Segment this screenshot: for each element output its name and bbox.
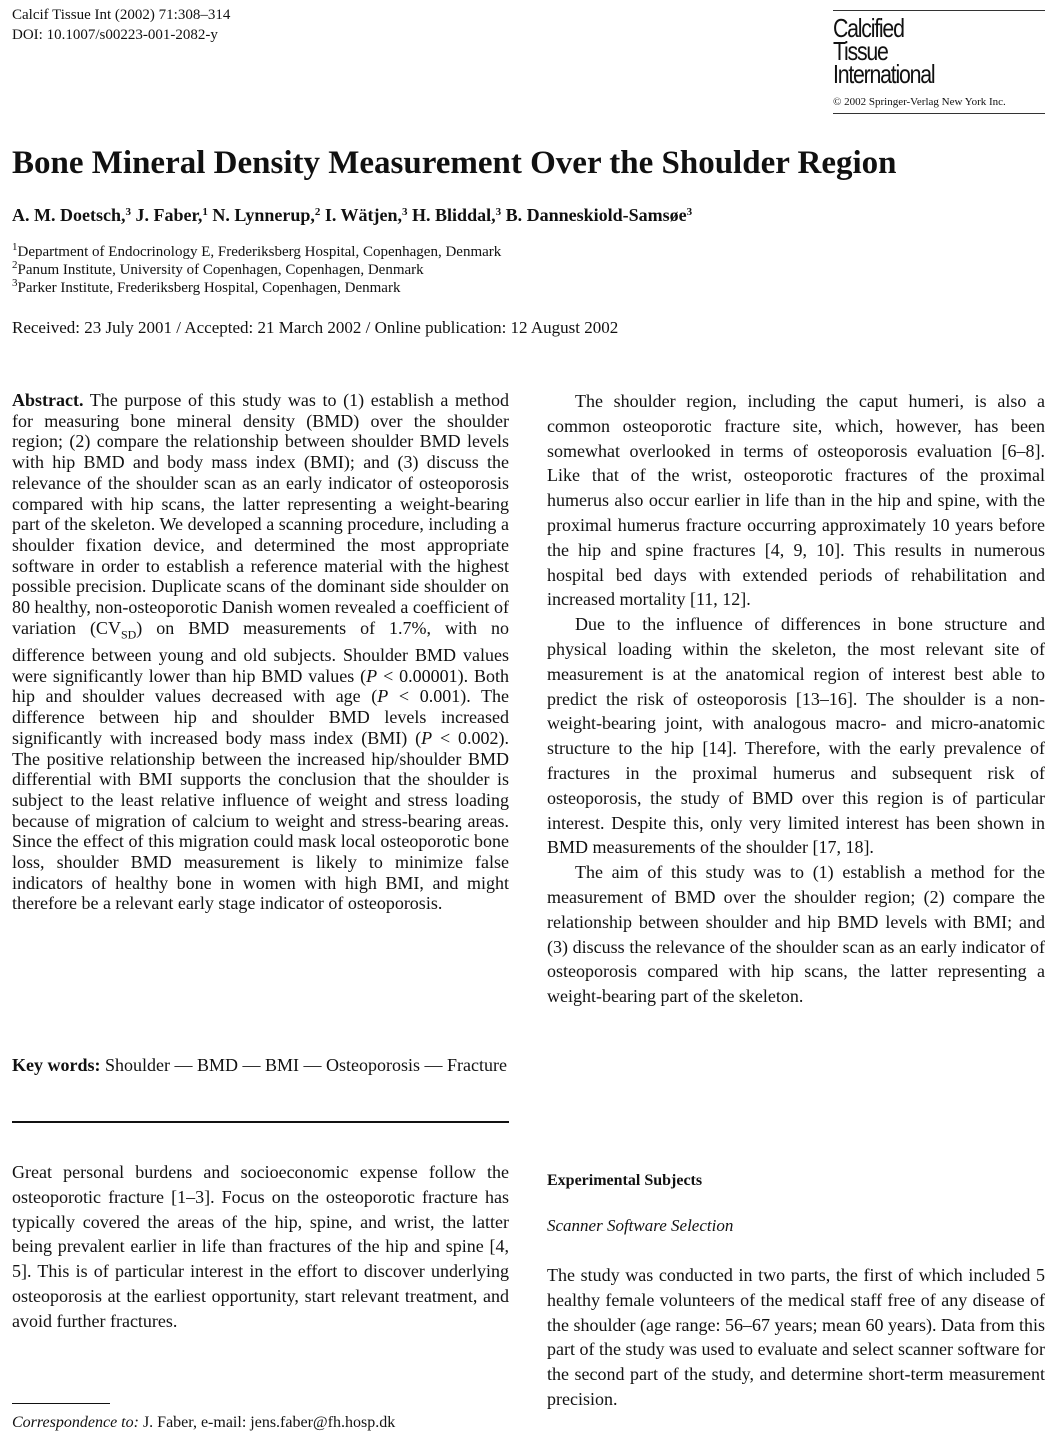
author: J. Faber,	[135, 205, 203, 225]
affiliation	[12, 279, 501, 297]
body-paragraph: Due to the influence of differences in bone structure and physical loading within the skeleton, the most relevant site of measurement is at the anatomical region of interest best able to predict the risk of osteoporosis [13–16]. The shoulder is a non-weight-bearing joint, with analogous macro- and micro-anatomic structure to the hip [14]. Therefore, with the early prevalence of fractures in the proximal humerus and subsequent risk of osteoporosis, the study of BMD over this region is of particular interest. Despite this, only very limited interest has been shown in BMD measurements of the shoulder [17, 18].	[547, 614, 1045, 858]
right-column-body	[547, 389, 1045, 1009]
section-divider	[12, 1121, 509, 1123]
p-symbol: P	[366, 665, 378, 686]
correspondence-note	[12, 1414, 395, 1432]
affiliation-text: Panum Institute, University of Copenhagen, Copenhagen, Denmark	[17, 262, 424, 278]
author: N. Lynnerup,	[212, 205, 315, 225]
abstract-label: Abstract.	[12, 390, 84, 410]
subsection-heading: Scanner Software Selection	[547, 1216, 734, 1235]
author: H. Bliddal,	[412, 205, 496, 225]
keywords-text: Shoulder — BMD — BMI — Osteoporosis — Fracture	[100, 1055, 507, 1075]
author-affiliation-mark: 2	[314, 206, 321, 218]
affiliation-number: 1	[12, 241, 18, 253]
affiliation	[12, 243, 501, 261]
section-heading: Experimental Subjects	[547, 1172, 703, 1189]
affiliation	[12, 261, 501, 279]
affiliation-text: Department of Endocrinology E, Frederiksberg Hospital, Copenhagen, Denmark	[17, 244, 502, 260]
journal-citation	[12, 5, 230, 45]
logo-word-2: Tissue	[833, 36, 888, 66]
logo-word-1: Calcified	[833, 13, 904, 43]
p-symbol: P	[377, 686, 389, 707]
affiliation-text: Parker Institute, Frederiksberg Hospital, Copenhagen, Denmark	[17, 280, 401, 296]
abstract-text: ) on BMD measurements of 1.7%, with no difference between young and old subjects. Shoulder BMD values were significantly lower than hip BMD values (	[12, 617, 509, 686]
body-paragraph: The study was conducted in two parts, the first of which included 5 healthy female volunteers of the medical staff free of any disease of the shoulder (age range: 56–67 years; mean 60 years). Data from this part of the study was used to evaluate and select scanner software for the second part of the study, and determine short-term measurement precision.	[547, 1265, 1045, 1409]
abstract-text: < 0.002). The positive relationship between the increased hip/shoulder BMD differential with BMI supports the conclusion that the shoulder is subject to the least relative influence of weight and stress loading because of migration of calcium to weight and stress-bearing areas. Since the effect of this migration could mask local osteoporotic bone loss, shoulder BMD measurement is likely to minimize false indicators of healthy bone in women with high BMI, and might therefore be a relevant early stage indicator of osteoporosis.	[12, 727, 509, 914]
keywords-label: Key words:	[12, 1055, 101, 1075]
publication-dates: Received: 23 July 2001 / Accepted: 21 March 2002 / Online publication: 12 August 2002	[12, 318, 619, 337]
journal-logo	[833, 10, 1045, 114]
author: I. Wätjen,	[324, 205, 403, 225]
author: A. M. Doetsch,	[12, 205, 126, 225]
logo-word-3: International	[833, 59, 935, 89]
footnote-divider	[12, 1403, 110, 1404]
cv-subscript: SD	[120, 627, 137, 642]
abstract-text: < 0.00001). Both hip and shoulder values decreased with age (	[12, 665, 510, 707]
affiliation-number: 3	[12, 277, 18, 289]
author-affiliation-mark: 3	[686, 206, 693, 218]
doi: DOI: 10.1007/s00223-001-2082-y	[12, 27, 218, 43]
author-affiliation-mark: 3	[125, 206, 131, 218]
author-affiliation-mark: 3	[402, 206, 408, 218]
introduction-paragraph: Great personal burdens and socioeconomic expense follow the osteoporotic fracture [1–3]. Focus on the osteoporotic fracture has typically covered the areas of the hip, spine, and wrist, the latter being prevalent earlier in life than fractures of the hip and spine [4, 5]. This is of particular interest in the effort to discover underlying osteoporosis at the earliest opportunity, start relevant treatment, and avoid further fractures.	[12, 1162, 509, 1331]
affiliation-number: 2	[12, 259, 18, 271]
correspondence-label: Correspondence to:	[12, 1414, 139, 1431]
correspondence-text: J. Faber, e-mail: jens.faber@fh.hosp.dk	[138, 1414, 396, 1431]
abstract-text: < 0.001). The difference between hip and shoulder BMD levels increased significantly with increased body mass index (BMI) (	[12, 686, 509, 748]
body-paragraph: The shoulder region, including the caput humeri, is also a common osteoporotic fracture site, which, however, has been somewhat overlooked in terms of osteoporosis evaluation [6–8]. Like that of the wrist, osteoporotic fractures of the proximal humerus also occur earlier in life than in the hip and spine, with the proximal humerus fracture occurring approximately 10 years before the hip and spine fractures [4, 9, 10]. This results in numerous hospital bed days with extended periods of rehabilitation and increased mortality [11, 12].	[547, 391, 1045, 610]
keywords	[12, 1055, 509, 1076]
author-affiliation-mark: 1	[202, 206, 208, 218]
body-paragraph: The aim of this study was to (1) establish a method for the measurement of BMD over the shoulder region; (2) compare the relationship between shoulder and hip BMD levels with BMI; and (3) discuss the relevance of the shoulder scan as an early indicator of osteoporosis compared with hip scans, the latter representing a weight-bearing part of the skeleton.	[547, 862, 1045, 1007]
journal-reference: Calcif Tissue Int (2002) 71:308–314	[12, 7, 231, 23]
abstract-text: The purpose of this study was to (1) establish a method for measuring bone mineral density (BMD) over the shoulder region; (2) compare the relationship between shoulder BMD levels with hip BMD and body mass index (BMI); and (3) discuss the relevance of the shoulder scan as an early indicator of osteoporosis compared with hip scans, the latter representing a weight-bearing part of the skeleton. We developed a scanning procedure, including a shoulder fixation device, and determined the most appropriate software in order to establish a reference material with the highest possible precision. Duplicate scans of the dominant side shoulder on 80 healthy, non-osteoporotic Danish women revealed a coefficient of variation (CV	[12, 390, 509, 638]
author-affiliation-mark: 3	[495, 206, 502, 218]
right-column-methods	[547, 1263, 1045, 1412]
author-list	[12, 205, 692, 226]
affiliation-list	[12, 243, 501, 297]
author: B. Danneskiold-Samsøe	[505, 205, 687, 225]
copyright: © 2002 Springer-Verlag New York Inc.	[833, 96, 1006, 108]
p-symbol: P	[421, 727, 433, 748]
abstract	[12, 390, 509, 914]
article-title: Bone Mineral Density Measurement Over the Shoulder Region	[12, 145, 897, 181]
